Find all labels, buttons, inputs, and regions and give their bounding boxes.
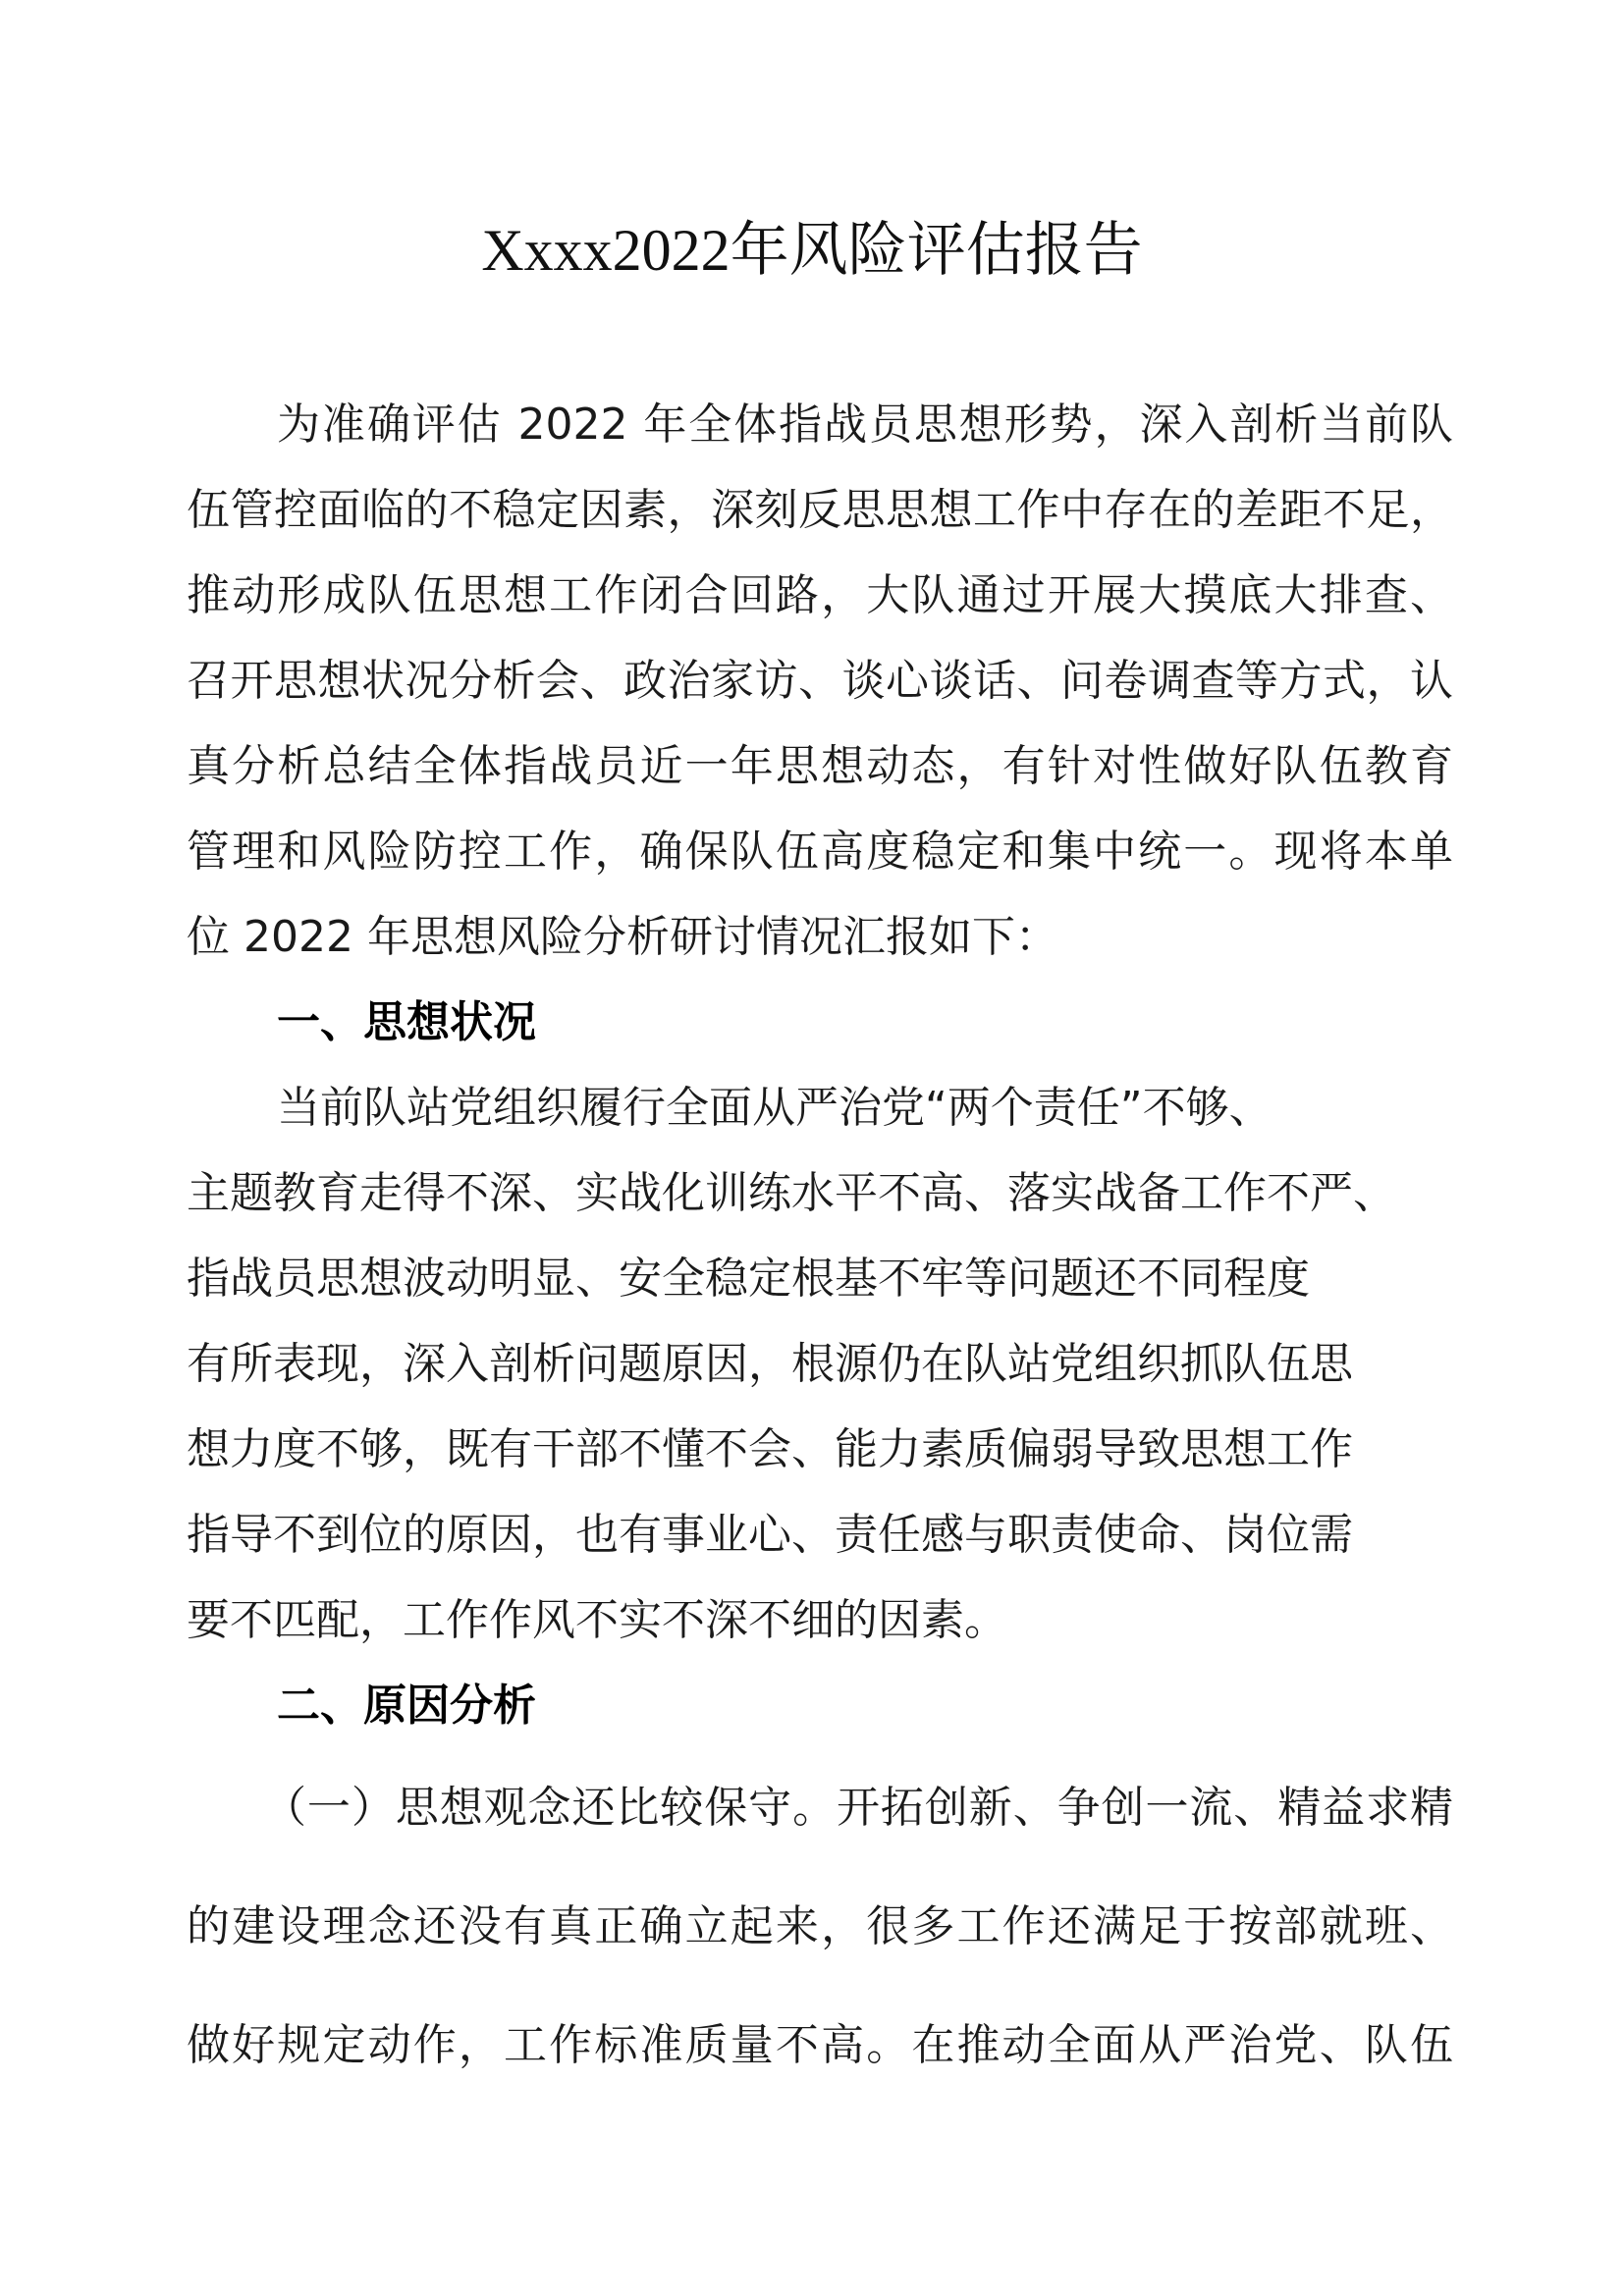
section-2 (187, 1663, 1453, 1748)
section-heading: 二、原因分析 (277, 1681, 536, 1731)
paragraph-line: 指战员思想波动明显、安全稳定根基不牢等问题还不同程度 (187, 1254, 1310, 1304)
paragraph-line: （一）思想观念还比较保守。开拓创新、争创一流、精益求精 (263, 1783, 1453, 1833)
paragraph-line: 伍管控面临的不稳定因素，深刻反思思想工作中存在的差距不足， (187, 485, 1453, 535)
intro-paragraph (187, 382, 1453, 980)
paragraph-line: 为准确评估 2022 年全体指战员思想形势，深入剖析当前队 (277, 400, 1453, 450)
paragraph-line: 真分析总结全体指战员近一年思想动态，有针对性做好队伍教育 (187, 741, 1453, 791)
paragraph-line: 管理和风险防控工作，确保队伍高度稳定和集中统一。现将本单 (187, 827, 1453, 877)
paragraph-line: 要不匹配，工作作风不实不深不细的因素。 (187, 1595, 1007, 1645)
paragraph-line: 当前队站党组织履行全面从严治党“两个责任”不够、 (277, 1083, 1272, 1133)
paragraph-line: 召开思想状况分析会、政治家访、谈心谈话、问卷调查等方式，认 (187, 656, 1453, 706)
paragraph-line: 做好规定动作，工作标准质量不高。在推动全面从严治党、队伍 (187, 2020, 1453, 2070)
document-title: Xxxx2022年风险评估报告 (481, 218, 1143, 283)
paragraph-line: 的建设理念还没有真正确立起来，很多工作还满足于按部就班、 (187, 1901, 1453, 1951)
paragraph-line: 想力度不够，既有干部不懂不会、能力素质偏弱导致思想工作 (187, 1424, 1353, 1474)
paragraph-line: 指导不到位的原因，也有事业心、责任感与职责使命、岗位需 (187, 1510, 1353, 1560)
section-1 (187, 980, 1453, 1663)
paragraph-line: 主题教育走得不深、实战化训练水平不高、落实战备工作不严、 (187, 1168, 1396, 1218)
paragraph-line: 推动形成队伍思想工作闭合回路，大队通过开展大摸底大排查、 (187, 570, 1453, 620)
paragraph-line: 有所表现，深入剖析问题原因，根源仍在队站党组织抓队伍思 (187, 1339, 1353, 1389)
paragraph-line: 位 2022 年思想风险分析研讨情况汇报如下： (187, 912, 1058, 962)
section-2-body (187, 1748, 1453, 2105)
section-heading: 一、思想状况 (277, 997, 536, 1047)
